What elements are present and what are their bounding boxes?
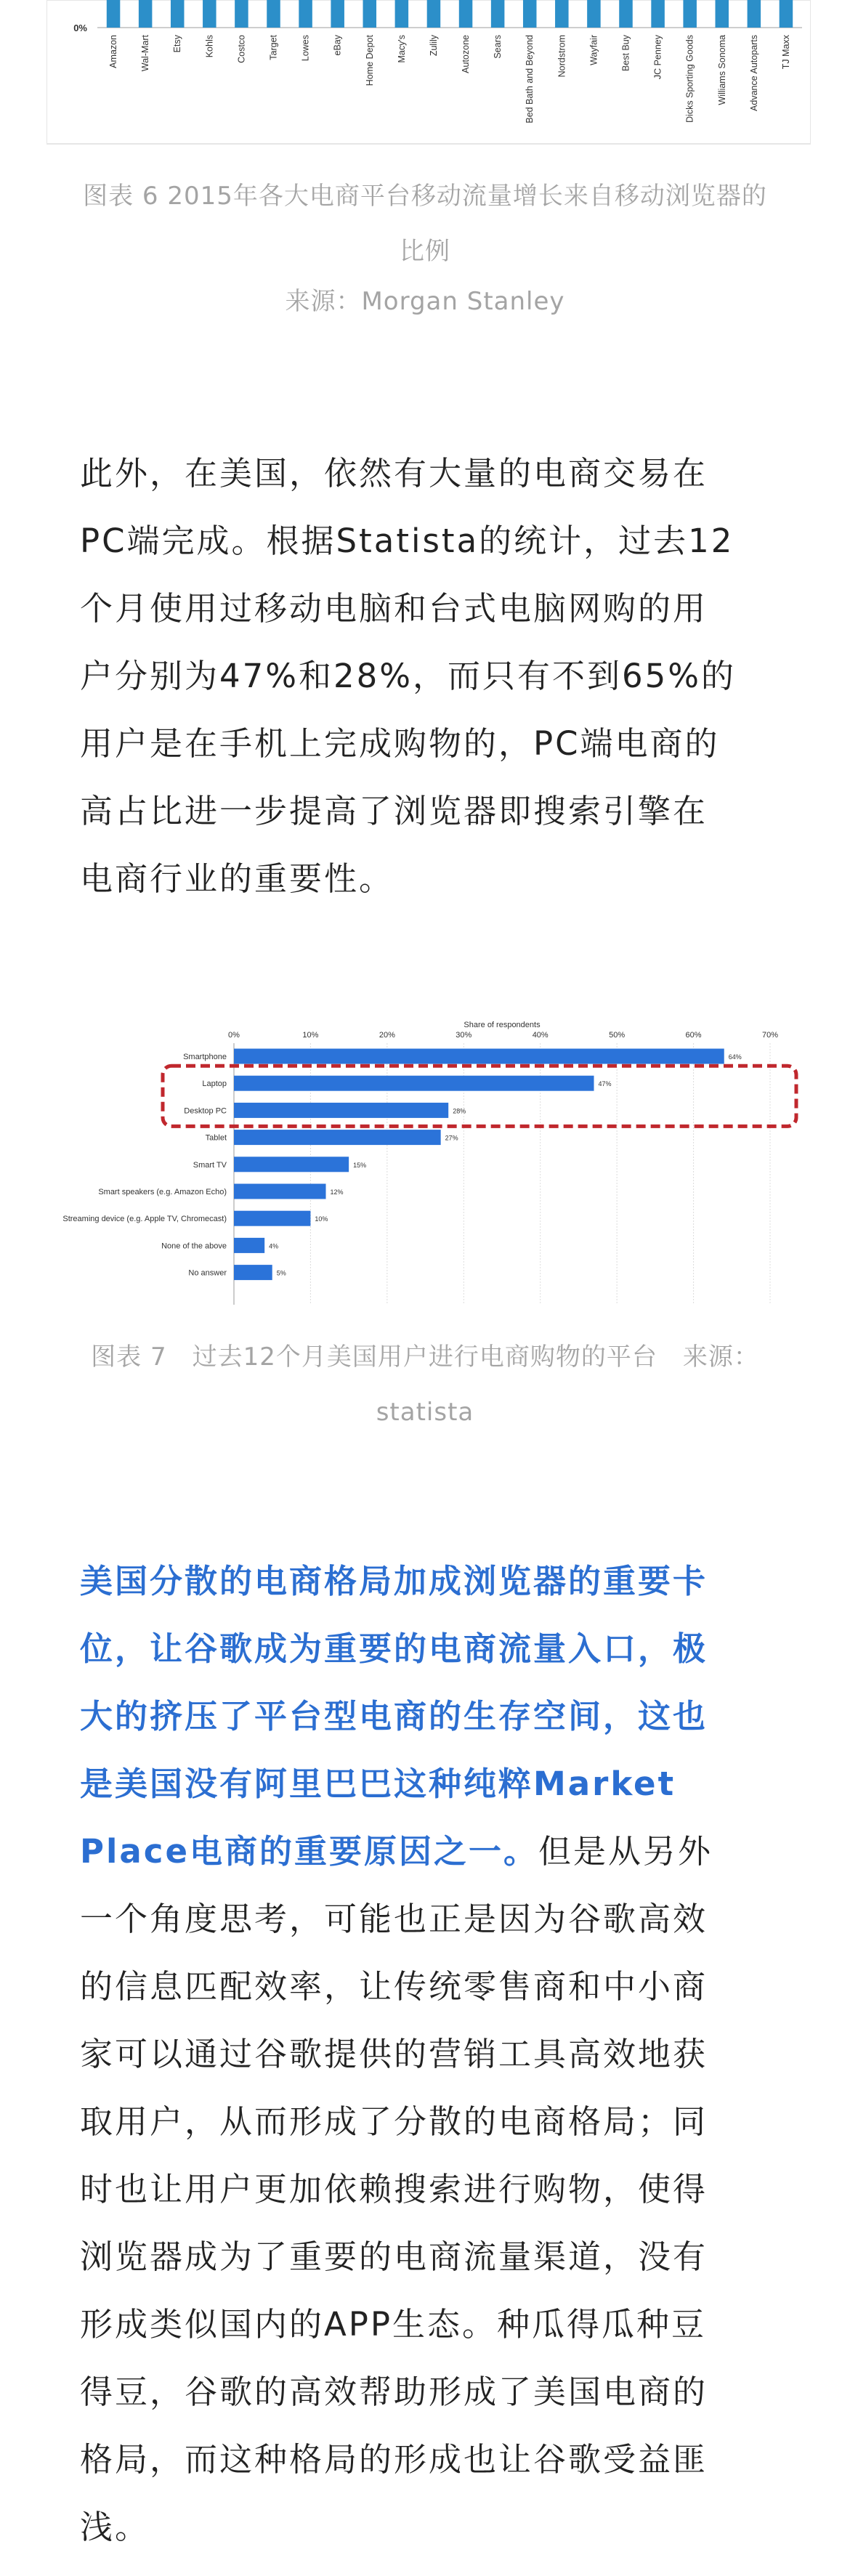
figure-6-bar xyxy=(299,0,312,28)
figure-7-category-label: Desktop PC xyxy=(184,1106,227,1116)
figure-7-value-label: 28% xyxy=(453,1107,466,1115)
figure-6-bar xyxy=(171,0,185,28)
figure-7-x-tick: 50% xyxy=(609,1031,626,1040)
paragraph-2-highlight: 美国分散的电商格局加成浏览器的重要卡 xyxy=(80,1562,708,1600)
paragraph-2-line xyxy=(80,1750,777,1818)
figure-6-category-label: Etsy xyxy=(172,35,183,53)
figure-7-bar xyxy=(234,1238,264,1253)
figure-6-caption xyxy=(29,169,821,324)
figure-6-category-label: Wal-Mart xyxy=(140,35,151,72)
figure-6-bar xyxy=(107,0,121,28)
figure-7-caption-line1: 图表 7 过去12个月美国用户进行电商购物的平台 来源： xyxy=(91,1342,759,1372)
paragraph-2-line: 浏览器成为了重要的电商流量渠道，没有 xyxy=(80,2237,708,2276)
figure-7-svg xyxy=(44,1020,799,1309)
figure-7-x-tick: 70% xyxy=(761,1031,779,1040)
paragraph-2-line: 一个角度思考，可能也正是因为谷歌高效 xyxy=(80,1900,708,1938)
figure-6-bar xyxy=(363,0,377,28)
figure-7-bar xyxy=(234,1103,448,1118)
figure-6-category-label: Macy's xyxy=(396,35,407,63)
figure-6-bar xyxy=(651,0,665,28)
figure-7-caption xyxy=(29,1329,821,1440)
figure-6-category-label: Advance Autoparts xyxy=(748,35,759,111)
paragraph-2-line: 家可以通过谷歌提供的营销工具高效地获 xyxy=(80,2035,708,2073)
figure-7-value-label: 10% xyxy=(315,1215,328,1223)
figure-6-category-label: Bed Bath and Beyond xyxy=(525,35,535,123)
figure-7-x-tick: 40% xyxy=(532,1031,549,1040)
figure-6-category-label: Nordstrom xyxy=(556,35,567,78)
figure-7-value-label: 47% xyxy=(598,1080,612,1088)
figure-7-x-tick: 0% xyxy=(228,1031,240,1040)
paragraph-1-line: 户分别为47%和28%，而只有不到65%的 xyxy=(80,657,737,695)
figure-6-source: 来源：Morgan Stanley xyxy=(285,287,565,316)
paragraph-2-highlight: 大的挤压了平台型电商的生存空间，这也 xyxy=(80,1697,708,1735)
figure-6-bar xyxy=(780,0,793,28)
figure-6-bar xyxy=(459,0,473,28)
figure-7-category-label: Tablet xyxy=(205,1133,227,1143)
figure-7-value-label: 5% xyxy=(276,1269,286,1277)
figure-7-x-tick: 10% xyxy=(302,1031,319,1040)
figure-7-chart xyxy=(44,1020,799,1309)
figure-6-category-label: Lowes xyxy=(300,35,311,62)
paragraph-2-line: 形成类似国内的APP生态。种瓜得瓜种豆 xyxy=(80,2305,707,2344)
figure-7-caption-line2: statista xyxy=(376,1398,474,1427)
figure-6-category-label: eBay xyxy=(332,35,343,56)
paragraph-1-line: 此外，在美国，依然有大量的电商交易在 xyxy=(80,454,708,493)
figure-7-category-label: None of the above xyxy=(161,1242,227,1251)
figure-6-bar xyxy=(748,0,761,28)
figure-7-value-label: 64% xyxy=(728,1053,742,1061)
figure-6-category-label: Home Depot xyxy=(364,35,375,86)
figure-6-category-label: JC Penney xyxy=(652,35,663,80)
figure-7-category-label: Smart speakers (e.g. Amazon Echo) xyxy=(98,1188,227,1196)
figure-6-bar xyxy=(203,0,216,28)
figure-7-value-label: 15% xyxy=(353,1161,367,1169)
figure-6-category-label: Williams Sonoma xyxy=(716,35,727,105)
figure-6-category-label: Costco xyxy=(236,35,247,63)
figure-6-category-label: Zulily xyxy=(428,35,439,57)
figure-6-y-tick: 0% xyxy=(73,23,87,33)
figure-7-bar xyxy=(234,1211,310,1226)
figure-7-bar xyxy=(234,1049,724,1064)
figure-7-x-tick: 60% xyxy=(685,1031,702,1040)
figure-7-bar xyxy=(234,1076,594,1091)
paragraph-2-line: 得豆，谷歌的高效帮助形成了美国电商的 xyxy=(80,2373,708,2411)
paragraph-2-line: 的信息匹配效率，让传统零售商和中小商 xyxy=(80,1967,708,2006)
paragraph-2-line: 格局，而这种格局的形成也让谷歌受益匪 xyxy=(80,2440,708,2479)
figure-6-category-label: Wayfair xyxy=(588,35,599,65)
figure-7-title: Share of respondents xyxy=(464,1021,541,1029)
figure-6-bar xyxy=(587,0,601,28)
paragraph-2-line: 时也让用户更加依赖搜索进行购物，使得 xyxy=(80,2170,708,2208)
figure-6-chart xyxy=(46,0,811,150)
figure-6-bar xyxy=(491,0,505,28)
figure-6-bar xyxy=(427,0,441,28)
figure-6-bar xyxy=(235,0,248,28)
figure-6-bar xyxy=(523,0,537,28)
figure-7-x-tick: 20% xyxy=(379,1031,395,1040)
paragraph-1-line: 用户是在手机上完成购物的，PC端电商的 xyxy=(80,724,720,763)
paragraph-2-highlight: 是美国没有阿里巴巴这种纯粹Market xyxy=(80,1765,676,1803)
figure-7-category-label: Smartphone xyxy=(183,1053,227,1061)
figure-6-bar xyxy=(139,0,153,28)
figure-7-bar xyxy=(234,1130,441,1145)
paragraph-2-line: 浅。 xyxy=(80,2508,150,2546)
paragraph-1 xyxy=(80,440,777,912)
paragraph-2-line xyxy=(80,1615,777,1682)
figure-6-category-label: Sears xyxy=(493,35,503,59)
paragraph-2-highlight: 位，让谷歌成为重要的电商流量入口，极 xyxy=(80,1629,708,1668)
figure-6-category-label: Best Buy xyxy=(620,35,631,72)
figure-7-value-label: 27% xyxy=(445,1134,458,1142)
paragraph-2-line: 取用户，从而形成了分散的电商格局；同 xyxy=(80,2102,708,2141)
figure-7-category-label: Streaming device (e.g. Apple TV, Chromecast) xyxy=(62,1215,227,1224)
figure-6-bar xyxy=(395,0,409,28)
paragraph-1-line: 个月使用过移动电脑和台式电脑网购的用 xyxy=(80,589,708,628)
figure-7-value-label: 4% xyxy=(269,1242,279,1250)
figure-7-category-label: Smart TV xyxy=(193,1160,227,1170)
figure-6-caption-line2: 比例 xyxy=(400,237,450,266)
paragraph-2-line xyxy=(80,1818,777,1885)
figure-7-bar xyxy=(234,1184,326,1199)
figure-6-category-label: TJ Maxx xyxy=(780,35,791,70)
figure-6-bar xyxy=(683,0,697,28)
figure-6-category-label: Target xyxy=(268,35,279,60)
figure-7-x-tick: 30% xyxy=(456,1031,472,1040)
figure-6-bar xyxy=(716,0,729,28)
figure-6-category-label: Dicks Sporting Goods xyxy=(684,35,695,123)
figure-7-category-label: No answer xyxy=(188,1268,227,1278)
figure-6-bar xyxy=(267,0,280,28)
paragraph-2 xyxy=(80,1547,777,2561)
figure-6-bar xyxy=(331,0,344,28)
figure-7-bar xyxy=(234,1265,272,1280)
figure-6-category-label: Autozone xyxy=(461,35,471,73)
paragraph-1-line: 高占比进一步提高了浏览器即搜索引擎在 xyxy=(80,792,708,830)
figure-6-bar xyxy=(619,0,633,28)
paragraph-2-line xyxy=(80,1682,777,1750)
paragraph-2-line xyxy=(80,1547,777,1615)
paragraph-1-line: PC端完成。根据Statista的统计，过去12 xyxy=(80,522,734,560)
figure-6-caption-line1: 图表 6 2015年各大电商平台移动流量增长来自移动浏览器的 xyxy=(83,182,767,211)
figure-7-bar xyxy=(234,1157,349,1172)
paragraph-1-line: 电商行业的重要性。 xyxy=(80,859,394,898)
figure-7-category-label: Laptop xyxy=(202,1080,227,1089)
paragraph-2-tail: 但是从另外 xyxy=(538,1832,713,1871)
figure-6-category-label: Amazon xyxy=(108,35,119,68)
figure-7-value-label: 12% xyxy=(330,1188,344,1196)
figure-6-bar xyxy=(555,0,569,28)
paragraph-2-highlight: Place电商的重要原因之一。 xyxy=(80,1832,538,1871)
figure-6-svg xyxy=(46,0,811,150)
figure-6-category-label: Kohls xyxy=(204,35,215,58)
